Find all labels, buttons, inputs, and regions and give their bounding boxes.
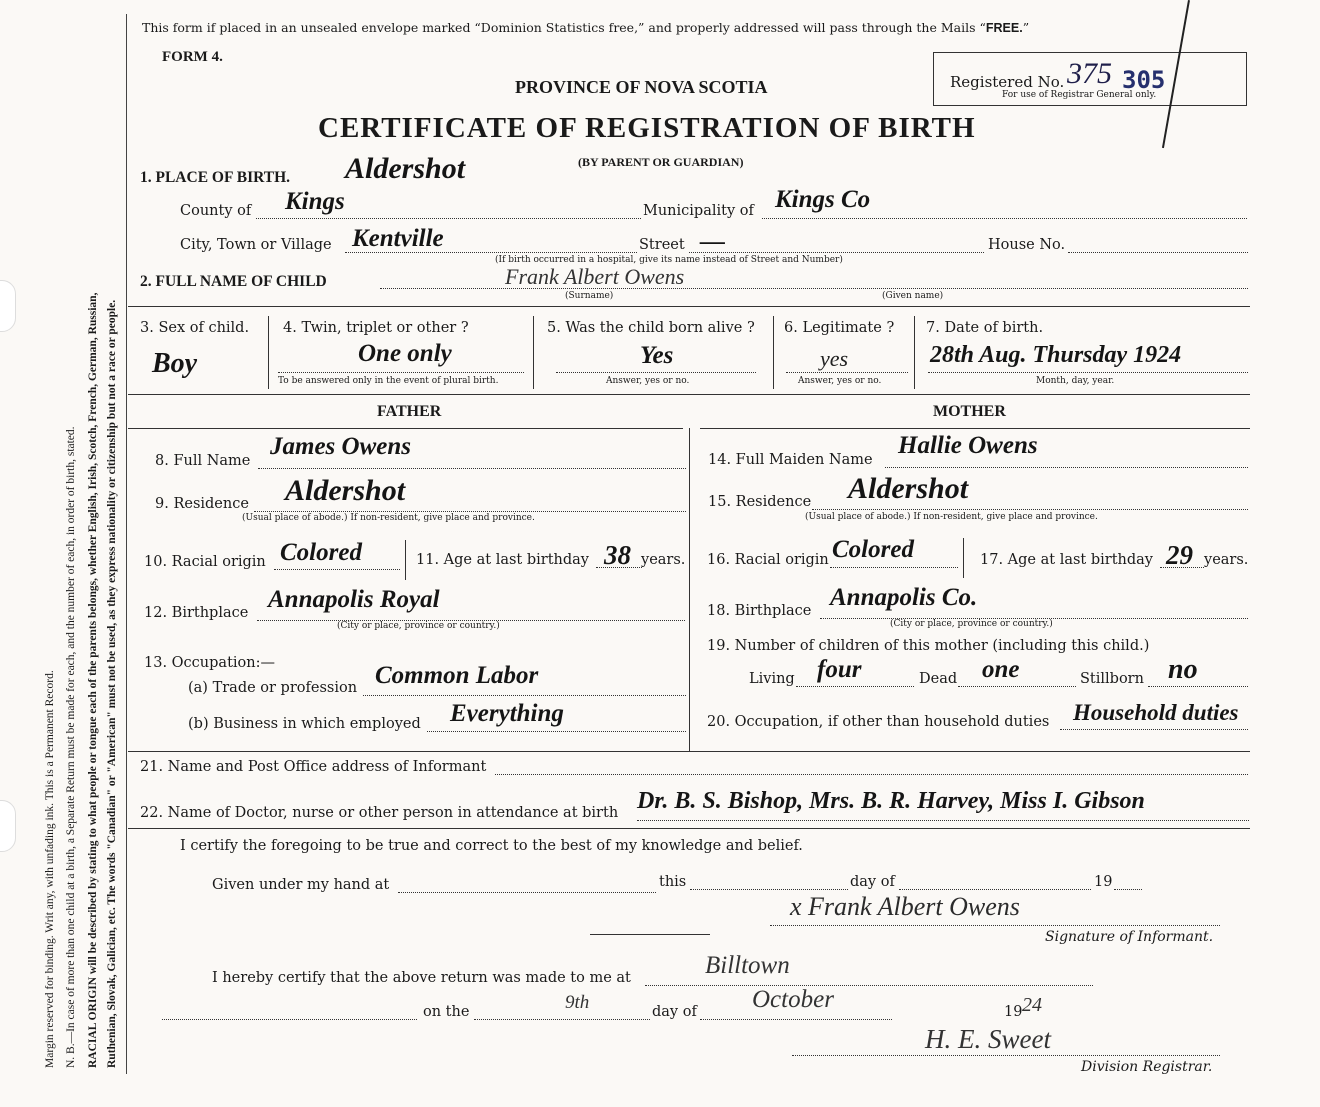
mother-birthplace-value: Annapolis Co. bbox=[830, 584, 978, 611]
binding-hole-top bbox=[0, 280, 16, 332]
divider-legit bbox=[914, 316, 915, 389]
father-birthplace-value: Annapolis Royal bbox=[268, 586, 440, 613]
father-birthplace-label: 12. Birthplace bbox=[144, 605, 249, 621]
surname-note: (Surname) bbox=[565, 291, 614, 301]
father-name-line bbox=[258, 468, 686, 469]
registrar-lead-line bbox=[162, 1019, 417, 1020]
municipality-value: Kings Co bbox=[775, 186, 871, 213]
mother-racial-label: 16. Racial origin bbox=[707, 552, 829, 568]
born-alive-note: Answer, yes or no. bbox=[606, 376, 690, 386]
father-business-label: (b) Business in which employed bbox=[188, 716, 421, 732]
mother-age-value: 29 bbox=[1166, 540, 1193, 570]
twin-label: 4. Twin, triplet or other ? bbox=[283, 320, 469, 336]
mother-residence-line bbox=[812, 509, 1248, 510]
mother-occupation-value: Household duties bbox=[1073, 700, 1239, 725]
mother-residence-label: 15. Residence bbox=[708, 494, 812, 510]
registered-number-stamped: 305 bbox=[1122, 66, 1166, 94]
twin-line bbox=[278, 372, 524, 373]
father-trade-line bbox=[363, 695, 686, 696]
mother-living-line bbox=[796, 686, 914, 687]
registrar-day-value: 9th bbox=[565, 992, 590, 1013]
legitimate-label: 6. Legitimate ? bbox=[784, 320, 895, 336]
given-under-hand-label: Given under my hand at bbox=[212, 877, 390, 893]
given-at-line bbox=[398, 892, 656, 893]
informant-signature-value: x Frank Albert Owens bbox=[790, 892, 1020, 921]
informant-signature-line bbox=[770, 925, 1220, 926]
born-alive-value: Yes bbox=[640, 342, 674, 369]
father-business-value: Everything bbox=[450, 700, 564, 727]
mother-abode-note: (Usual place of abode.) If non-resident, give place and province. bbox=[805, 512, 1098, 522]
hospital-note: (If birth occurred in a hospital, give its name instead of Street and Number) bbox=[495, 255, 843, 265]
certification-short-rule bbox=[590, 934, 710, 935]
father-heading-rule bbox=[128, 428, 683, 429]
mother-heading-rule bbox=[700, 428, 1250, 429]
rule-above-informant bbox=[128, 751, 1250, 752]
registrar-certify-label: I hereby certify that the above return was made to me at bbox=[212, 970, 631, 986]
certification-month-line bbox=[899, 889, 1091, 890]
mother-racial-line bbox=[830, 567, 958, 568]
date-of-birth-line bbox=[928, 372, 1248, 373]
margin-note-racial-origin-cont: Ruthenian, Slovak, Galician, etc. The words "Canadian" or "American" must not be used, as they express nationality or citizenship but not a race or people. bbox=[106, 299, 118, 1068]
born-alive-label: 5. Was the child born alive ? bbox=[547, 320, 755, 336]
child-name-label: 2. FULL NAME OF CHILD bbox=[140, 273, 327, 290]
date-of-birth-label: 7. Date of birth. bbox=[926, 320, 1044, 336]
place-of-birth-value: Aldershot bbox=[345, 152, 466, 185]
certification-year-line bbox=[1114, 889, 1142, 890]
informant-label: 21. Name and Post Office address of Informant bbox=[140, 759, 487, 775]
registrar-month-line bbox=[700, 1019, 892, 1020]
doctor-label: 22. Name of Doctor, nurse or other person in attendance at birth bbox=[140, 805, 619, 821]
mother-name-label: 14. Full Maiden Name bbox=[708, 452, 873, 468]
mother-stillborn-value: no bbox=[1168, 654, 1198, 685]
rule-above-row3 bbox=[128, 306, 1250, 307]
father-residence-line bbox=[254, 511, 686, 512]
rule-above-certification bbox=[128, 828, 1250, 829]
child-name-value: Frank Albert Owens bbox=[505, 264, 685, 289]
street-label: Street bbox=[639, 237, 685, 253]
house-number-line bbox=[1068, 252, 1248, 253]
mother-living-value: four bbox=[817, 656, 862, 683]
this-day-line bbox=[690, 889, 848, 890]
father-racial-divider bbox=[405, 540, 406, 580]
registrar-use-note: For use of Registrar General only. bbox=[1002, 90, 1157, 100]
registrar-month-value: October bbox=[752, 986, 834, 1013]
county-line bbox=[256, 218, 641, 219]
place-of-birth-label: 1. PLACE OF BIRTH. bbox=[140, 169, 291, 186]
mother-name-value: Hallie Owens bbox=[898, 432, 1038, 459]
father-name-label: 8. Full Name bbox=[155, 453, 251, 469]
doctor-value: Dr. B. S. Bishop, Mrs. B. R. Harvey, Miss I. Gibson bbox=[637, 788, 1145, 814]
mother-birthplace-note: (City or place, province or country.) bbox=[890, 619, 1053, 629]
certificate-subtitle: (BY PARENT OR GUARDIAN) bbox=[578, 155, 744, 169]
registrar-day-of-label: day of bbox=[652, 1004, 697, 1020]
date-of-birth-note: Month, day, year. bbox=[1036, 376, 1115, 386]
divider-alive bbox=[773, 316, 774, 389]
father-racial-label: 10. Racial origin bbox=[144, 554, 266, 570]
father-age-value: 38 bbox=[604, 540, 631, 570]
registrar-year-value: 24 bbox=[1022, 994, 1042, 1016]
margin-note-binding: Margin reserved for binding. Writ any, with unfading ink. This is a Permanent Record. bbox=[44, 670, 56, 1068]
registrar-year-prefix: 19 bbox=[1004, 1004, 1023, 1020]
mail-notice: This form if placed in an unsealed envelope marked “Dominion Statistics free,” and properly addressed will pass through the Mails “FREE.” bbox=[142, 20, 1030, 35]
divider-twin bbox=[533, 316, 534, 389]
mother-living-label: Living bbox=[749, 671, 795, 687]
registrar-title: Division Registrar. bbox=[1081, 1059, 1213, 1075]
father-residence-value: Aldershot bbox=[285, 474, 406, 507]
mother-occupation-line bbox=[1060, 729, 1248, 730]
registrar-signature-line bbox=[792, 1055, 1220, 1056]
certification-day-of-label: day of bbox=[850, 874, 895, 890]
mother-years-label: years. bbox=[1204, 552, 1249, 568]
mother-dead-value: one bbox=[982, 656, 1020, 683]
this-label: this bbox=[659, 874, 687, 890]
mother-age-label: 17. Age at last birthday bbox=[980, 552, 1153, 568]
legitimate-value: yes bbox=[820, 346, 849, 371]
father-name-value: James Owens bbox=[270, 433, 411, 460]
doctor-line bbox=[637, 820, 1249, 821]
mother-children-label: 19. Number of children of this mother (including this child.) bbox=[707, 638, 1150, 654]
father-birthplace-note: (City or place, province or country.) bbox=[337, 621, 500, 631]
legitimate-note: Answer, yes or no. bbox=[798, 376, 882, 386]
father-age-label: 11. Age at last birthday bbox=[416, 552, 589, 568]
mother-heading: MOTHER bbox=[933, 403, 1006, 420]
father-heading: FATHER bbox=[377, 403, 442, 420]
divider-parents bbox=[689, 428, 690, 751]
mother-stillborn-label: Stillborn bbox=[1080, 671, 1144, 687]
sex-value: Boy bbox=[152, 348, 198, 379]
mother-racial-divider bbox=[963, 538, 964, 578]
certification-year-prefix: 19 bbox=[1094, 874, 1113, 890]
father-racial-line bbox=[274, 569, 400, 570]
registrar-day-line bbox=[474, 1019, 650, 1020]
registration-box bbox=[933, 52, 1247, 106]
margin-note-racial-origin: RACIAL ORIGIN will be described by stating to what people or tongue each of the parents belongs, whether English, Irish, Scotch, French, German, Russian, bbox=[87, 292, 99, 1068]
mother-dead-label: Dead bbox=[919, 671, 958, 687]
mother-stillborn-line bbox=[1148, 686, 1248, 687]
street-line bbox=[689, 252, 984, 253]
certification-statement: I certify the foregoing to be true and correct to the best of my knowledge and belief. bbox=[180, 838, 803, 854]
mother-racial-value: Colored bbox=[832, 536, 914, 563]
binding-hole-bottom bbox=[0, 800, 16, 852]
form-number: FORM 4. bbox=[162, 49, 223, 65]
registrar-signature-value: H. E. Sweet bbox=[925, 1024, 1051, 1054]
twin-value: One only bbox=[358, 340, 452, 367]
certificate-title: CERTIFICATE OF REGISTRATION OF BIRTH bbox=[318, 112, 976, 144]
born-alive-line bbox=[556, 372, 756, 373]
father-business-line bbox=[427, 731, 686, 732]
mother-name-line bbox=[885, 467, 1248, 468]
margin-note-multiple-births: N. B.—In case of more than one child at a birth, a Separate Return must be made for each, and the number of each, in order of birth, stated. bbox=[65, 426, 77, 1068]
registrar-place-value: Billtown bbox=[705, 952, 790, 979]
divider-sex bbox=[268, 316, 269, 389]
father-racial-value: Colored bbox=[280, 539, 362, 566]
date-of-birth-value: 28th Aug. Thursday 1924 bbox=[930, 342, 1182, 368]
father-occupation-label: 13. Occupation:— bbox=[144, 655, 275, 671]
city-label: City, Town or Village bbox=[180, 237, 332, 253]
municipality-label: Municipality of bbox=[643, 203, 754, 219]
given-name-note: (Given name) bbox=[882, 291, 944, 301]
mother-occupation-label: 20. Occupation, if other than household duties bbox=[707, 714, 1050, 730]
mother-residence-value: Aldershot bbox=[848, 472, 969, 505]
house-number-label: House No. bbox=[988, 237, 1066, 253]
city-value: Kentville bbox=[352, 225, 444, 252]
registrar-place-line bbox=[645, 985, 1093, 986]
registrar-on-the-label: on the bbox=[423, 1004, 470, 1020]
registered-label: Registered No. bbox=[950, 73, 1065, 91]
legitimate-line bbox=[786, 372, 908, 373]
father-trade-label: (a) Trade or profession bbox=[188, 680, 358, 696]
father-years-label: years. bbox=[641, 552, 686, 568]
informant-line bbox=[495, 774, 1248, 775]
sex-label: 3. Sex of child. bbox=[140, 320, 250, 336]
father-trade-value: Common Labor bbox=[375, 662, 539, 689]
county-label: County of bbox=[180, 203, 252, 219]
street-value: — bbox=[700, 228, 725, 255]
province-heading: PROVINCE OF NOVA SCOTIA bbox=[515, 77, 768, 97]
father-abode-note: (Usual place of abode.) If non-resident, give place and province. bbox=[242, 513, 535, 523]
mother-birthplace-label: 18. Birthplace bbox=[707, 603, 812, 619]
informant-signature-label: Signature of Informant. bbox=[1045, 929, 1214, 945]
registered-number-handwritten: 375 bbox=[1067, 57, 1112, 90]
county-value: Kings bbox=[285, 188, 345, 215]
mother-dead-line bbox=[958, 686, 1076, 687]
twin-note: To be answered only in the event of plural birth. bbox=[278, 376, 499, 386]
margin-rule bbox=[126, 14, 127, 1074]
father-residence-label: 9. Residence bbox=[155, 496, 249, 512]
municipality-line bbox=[762, 218, 1247, 219]
rule-above-parents bbox=[128, 394, 1250, 395]
